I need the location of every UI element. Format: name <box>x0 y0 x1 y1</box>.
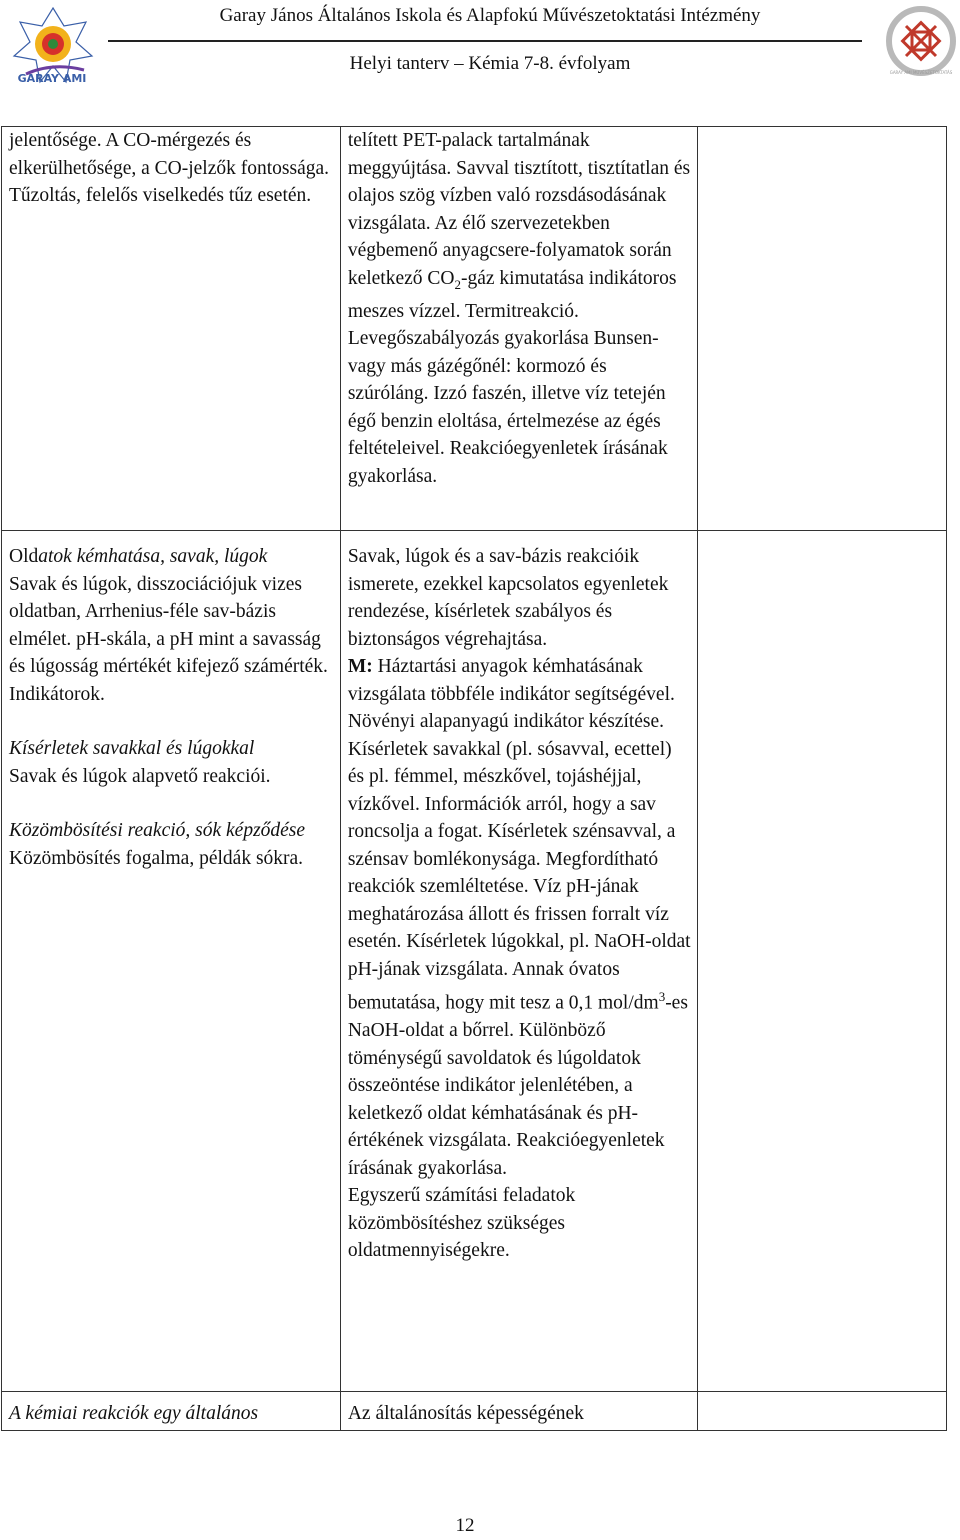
school-logo-left <box>6 4 100 86</box>
table-row <box>2 127 947 531</box>
table-cell-topic <box>2 531 341 1392</box>
table-cell-activities <box>340 127 697 531</box>
topic-body: Közömbösítés fogalma, példák sókra. <box>9 847 304 869</box>
curriculum-table <box>1 126 947 1431</box>
table-cell-topic <box>2 1392 341 1431</box>
page-header <box>0 0 960 100</box>
activities-calculations: Egyszerű számítási feladatok közömbösítéshez szükséges oldatmennyiségekre. <box>347 1185 576 1261</box>
table-cell-topic <box>2 127 341 531</box>
table-cell-activities <box>340 531 697 1392</box>
topic-text: jelentősége. A CO-mérgezés és elkerülhetősége, a CO-jelzők fontossága. Tűzoltás, felelős viselkedés tűz esetén. <box>9 130 330 206</box>
activities-text: telített PET-palack tartalmának meggyújtása. Savval tisztított, tisztítatlan és olajos szög vízben való rozsdásodásának vizsgálata. Az élő szervezetekben végbemenő anyagcsere-folyamatok során keletkező $CO_2$-gáz kimutatása indikátoros meszes vízzel. Termitreakció. Levegőszabályozás gyakorlása Bunsen- vagy más gázégőnél: kormozó és szúróláng. Izzó faszén, illetve víz tetején égő benzin eloltása, értelmezése az égés feltételeivel. Reakcióegyenletek írásának gyakorlása. <box>347 130 691 487</box>
topic-heading: A kémiai reakciók egy általános <box>9 1403 259 1424</box>
table-cell-activities <box>340 1392 697 1431</box>
table-cell-notes <box>698 531 947 1392</box>
page-number: 12 <box>455 1515 475 1536</box>
curriculum-subtitle: Helyi tanterv – Kémia 7-8. évfolyam <box>349 53 631 74</box>
topic-heading: Oldatok kémhatása, savak, lúgok <box>9 546 268 567</box>
school-name: Garay János Általános Iskola és Alapfokú Művészetoktatási Intézmény <box>219 5 761 26</box>
topic-body: Savak és lúgok alapvető reakciói. <box>9 765 271 787</box>
activities-text: Az általánosítás képességének <box>347 1403 584 1424</box>
table-cell-notes <box>698 127 947 531</box>
header-rule <box>108 40 862 42</box>
activities-experiments: M: Háztartási anyagok kémhatásának vizsgálata többféle indikátor segítségével. Növényi alapanyagú indikátor készítése. Kísérletek savakkal (pl. sósavval, ecettel) és pl. fémmel, mészkővel, tojáshéjjal, vízkővel. Információk arról, hogy a sav roncsolja a fogat. Kísérletek szénsavval, a szénsav bomlékonysága. Megfordítható reakciók szemléltetése. Víz pH-jának meghatározása állott és frissen forralt víz esetén. Kísérletek lúgokkal, pl. NaOH-oldat pH-jának vizsgálata. Annak óvatos bemutatása, hogy mit tesz a 0,1 mol/$dm^3-es$ NaOH-oldat a bőrrel. Különböző töménységű savoldatok és lúgoldatok összeöntése indikátor jelenlétében, a keletkező oldat kémhatásának és pH-értékének vizsgálata. Reakcióegyenletek írásának gyakorlása. <box>347 656 691 1179</box>
activities-intro: Savak, lúgok és a sav-bázis reakcióik ismerete, ezekkel kapcsolatos egyenletek rendezése, kísérletek szabályos és biztonságos végrehajtása. <box>347 546 669 650</box>
school-logo-right <box>886 6 956 76</box>
table-cell-notes <box>698 1392 947 1431</box>
topic-heading: Kísérletek savakkal és lúgokkal <box>9 738 255 759</box>
logo-right-text: GARAY AMI MŰVÉSZETOKTATÁS <box>889 70 953 75</box>
table-row <box>2 531 947 1392</box>
topic-body: Savak és lúgok, disszociációjuk vizes oldatban, Arrhenius-féle sav-bázis elmélet. pH-skála, a pH mint a savasság és lúgosság mértékét kifejező számérték. Indikátorok. <box>9 573 328 705</box>
topic-heading: Közömbösítési reakció, sók képződése <box>9 820 306 841</box>
logo-left-text: GARAY AMI <box>17 72 87 85</box>
table-row <box>2 1392 947 1431</box>
